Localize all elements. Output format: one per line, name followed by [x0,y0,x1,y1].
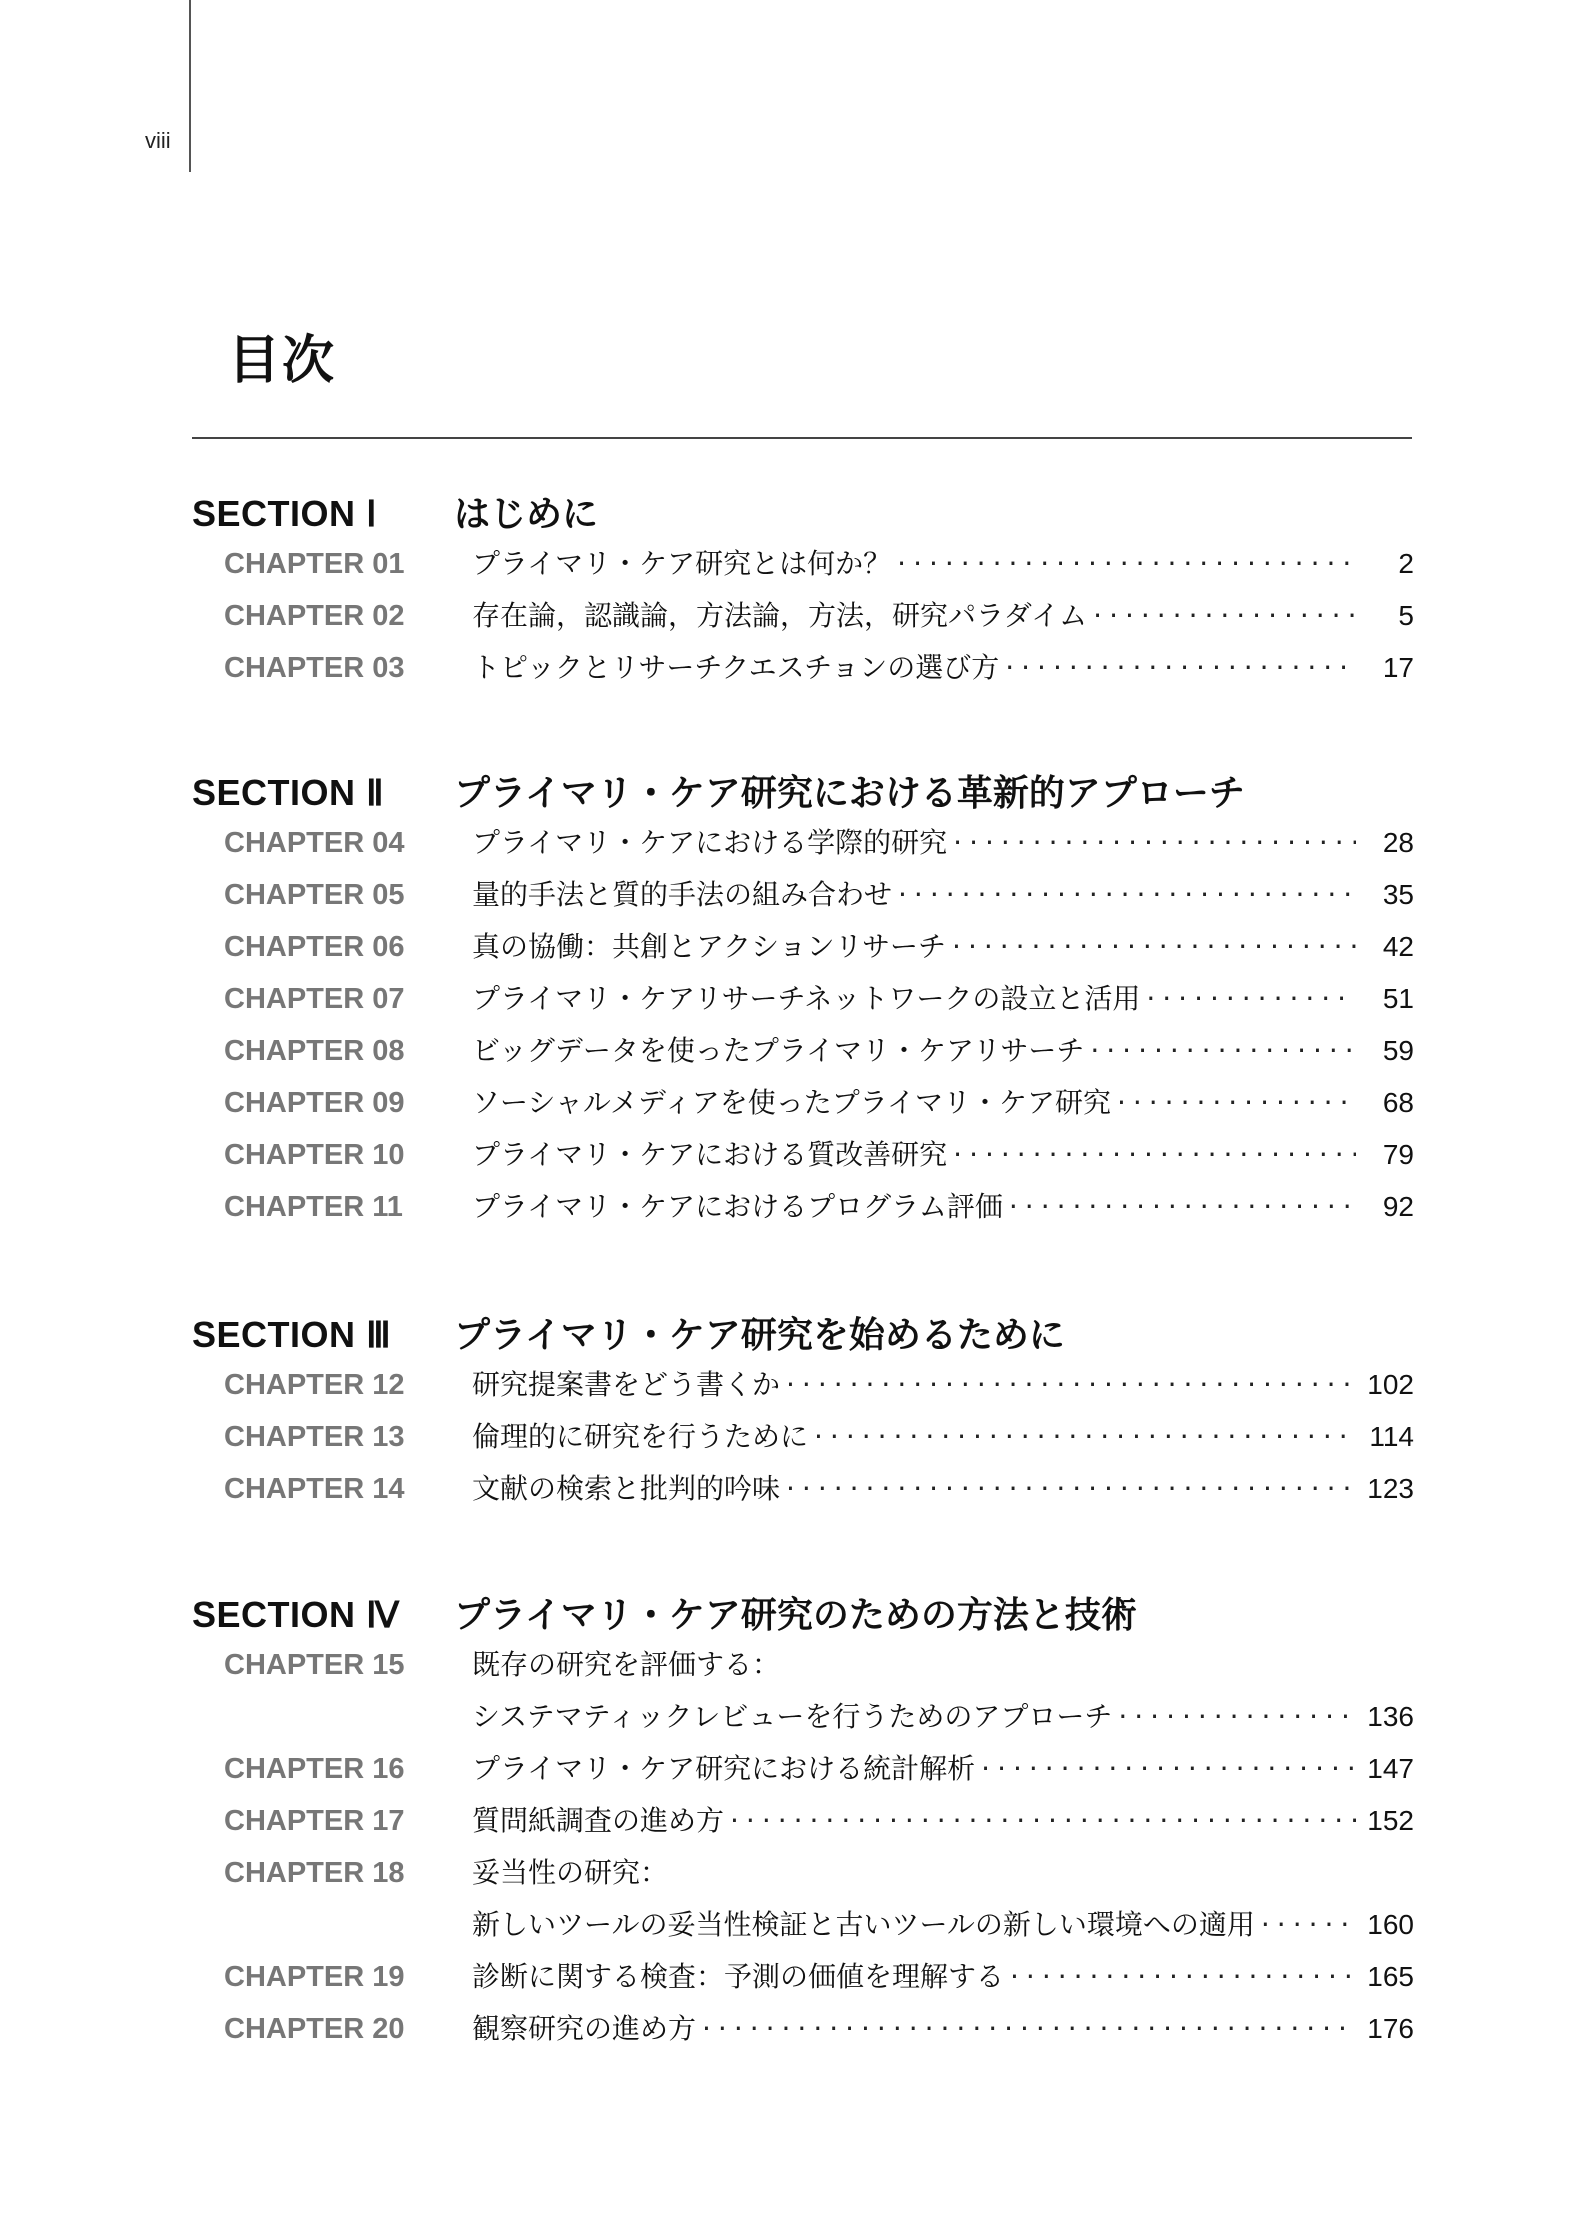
chapter-entry[interactable] [192,1467,1414,1519]
chapter-title: 質問紙調査の進め方 [472,1804,725,1837]
section-title: はじめに [454,494,599,535]
title-divider [192,437,1412,439]
chapter-title: プライマリ・ケア研究とは何か？ [472,547,892,580]
chapter-label: CHAPTER 04 [224,827,405,859]
chapter-entry[interactable] [192,873,1414,925]
chapter-label: CHAPTER 08 [224,1035,405,1067]
chapter-title: プライマリ・ケアにおける質改善研究 [472,1138,948,1171]
dot-leader [1084,1034,1356,1067]
chapter-label: CHAPTER 16 [224,1753,405,1785]
chapter-title: トピックとリサーチクエスチョンの選び方 [472,651,1000,684]
chapter-entry[interactable] [192,1415,1414,1467]
chapter-label: CHAPTER 10 [224,1139,405,1171]
chapter-label: CHAPTER 02 [224,600,405,632]
section-label: SECTION Ⅳ [192,1594,400,1635]
chapter-entry[interactable] [192,1799,1414,1851]
page-ref: 176 [1367,2013,1414,2044]
dot-leader [1140,982,1356,1015]
page-ref: 136 [1367,1701,1414,1732]
toc-section [192,1307,1414,1519]
page-ref: 102 [1367,1369,1414,1400]
chapter-label: CHAPTER 12 [224,1369,405,1401]
page-ref: 42 [1382,931,1414,962]
section-heading [192,1587,1414,1643]
dot-leader [1112,1700,1356,1733]
dot-leader [808,1420,1356,1453]
chapter-label: CHAPTER 03 [224,652,405,684]
page-ref: 59 [1382,1035,1414,1066]
toc-section [192,765,1414,1237]
chapter-title: ソーシャルメディアを使ったプライマリ・ケア研究 [472,1086,1111,1119]
dot-leader [696,2012,1356,2045]
page-ref: 152 [1367,1805,1414,1836]
chapter-entry[interactable] [192,821,1414,873]
page-ref: 160 [1367,1909,1414,1940]
dot-leader [1111,1086,1356,1119]
dot-leader [1255,1908,1356,1941]
chapter-entry[interactable] [192,646,1414,698]
chapter-label: CHAPTER 18 [224,1857,405,1889]
chapter-entry[interactable] [192,1851,1414,1903]
dot-leader [1087,599,1356,632]
chapter-title: 量的手法と質的手法の組み合わせ [472,878,893,911]
dot-leader [947,1138,1356,1171]
toc-section [192,486,1414,698]
chapter-title: 倫理的に研究を行うために [472,1420,809,1453]
margin-vertical-rule [189,0,191,172]
dot-leader [999,651,1356,684]
chapter-label: CHAPTER 06 [224,931,405,963]
page-ref: 51 [1382,983,1414,1014]
dot-leader [891,547,1356,580]
page-ref: 28 [1382,827,1414,858]
page-number: viii [145,128,171,153]
chapter-entry[interactable] [192,1747,1414,1799]
page-ref: 2 [1398,548,1414,579]
chapter-label: CHAPTER 20 [224,2013,405,2045]
chapter-label: CHAPTER 14 [224,1473,405,1505]
dot-leader [1003,1190,1356,1223]
chapter-title: プライマリ・ケアにおけるプログラム評価 [472,1190,1003,1223]
chapter-title: 文献の検索と批判的吟味 [472,1472,781,1505]
chapter-label: CHAPTER 09 [224,1087,405,1119]
dot-leader [947,826,1356,859]
page-ref: 92 [1382,1191,1414,1222]
dot-leader [946,930,1356,963]
chapter-title: 診断に関する検査：予測の価値を理解する [472,1960,1005,1993]
chapter-label: CHAPTER 15 [224,1649,405,1681]
dot-leader [1004,1960,1356,1993]
chapter-title: プライマリ・ケア研究における統計解析 [472,1752,976,1785]
chapter-title: 研究提案書をどう書くか [472,1368,781,1401]
chapter-title: 新しいツールの妥当性検証と古いツールの新しい環境への適用 [472,1908,1255,1941]
chapter-label: CHAPTER 17 [224,1805,405,1837]
section-heading [192,765,1414,821]
chapter-entry[interactable] [192,1903,1414,1955]
section-label: SECTION Ⅲ [192,1314,392,1355]
toc-section [192,1587,1414,2059]
chapter-entry[interactable] [192,1133,1414,1185]
page-ref: 17 [1382,652,1414,683]
section-title: プライマリ・ケア研究における革新的アプローチ [454,773,1245,814]
chapter-title: 存在論，認識論，方法論，方法，研究パラダイム [472,599,1088,632]
dot-leader [975,1752,1356,1785]
chapter-entry[interactable] [192,1029,1414,1081]
chapter-entry[interactable] [192,542,1414,594]
page-ref: 35 [1382,879,1414,910]
page-ref: 123 [1367,1473,1414,1504]
chapter-entry[interactable] [192,925,1414,977]
chapter-label: CHAPTER 19 [224,1961,405,1993]
chapter-label: CHAPTER 05 [224,879,405,911]
dot-leader [780,1368,1356,1401]
chapter-title: ビッグデータを使ったプライマリ・ケアリサーチ [472,1034,1085,1067]
chapter-entry[interactable] [192,2007,1414,2059]
section-label: SECTION Ⅱ [192,772,385,813]
page-ref: 114 [1369,1421,1414,1452]
chapter-label: CHAPTER 13 [224,1421,405,1453]
chapter-title: プライマリ・ケアにおける学際的研究 [472,826,948,859]
chapter-entry[interactable] [192,1695,1414,1747]
page-ref: 147 [1367,1753,1414,1784]
chapter-title: 観察研究の進め方 [472,2012,697,2045]
chapter-entry[interactable] [192,977,1414,1029]
section-title: プライマリ・ケア研究を始めるために [454,1315,1065,1356]
dot-leader [780,1472,1356,1505]
chapter-label: CHAPTER 07 [224,983,405,1015]
dot-leader [892,878,1356,911]
chapter-title: プライマリ・ケアリサーチネットワークの設立と活用 [472,982,1141,1015]
chapter-entry[interactable] [192,1363,1414,1415]
page-title: 目次 [228,331,337,391]
chapter-title: 妥当性の研究： [472,1856,669,1889]
dot-leader [724,1804,1356,1837]
chapter-entry[interactable] [192,1081,1414,1133]
chapter-entry[interactable] [192,1955,1414,2007]
page-ref: 79 [1382,1139,1414,1170]
page-ref: 165 [1367,1961,1414,1992]
chapter-entry[interactable] [192,1643,1414,1695]
section-label: SECTION Ⅰ [192,493,378,534]
chapter-entry[interactable] [192,594,1414,646]
chapter-label: CHAPTER 11 [224,1191,403,1223]
chapter-label: CHAPTER 01 [224,548,405,580]
section-title: プライマリ・ケア研究のための方法と技術 [454,1595,1137,1636]
section-heading [192,486,1414,542]
page-ref: 5 [1398,600,1414,631]
chapter-title: 真の協働：共創とアクションリサーチ [472,930,947,963]
chapter-title: 既存の研究を評価する： [472,1648,781,1681]
chapter-entry[interactable] [192,1185,1414,1237]
section-heading [192,1307,1414,1363]
chapter-title: システマティックレビューを行うためのアプローチ [472,1700,1113,1733]
page-ref: 68 [1382,1087,1414,1118]
